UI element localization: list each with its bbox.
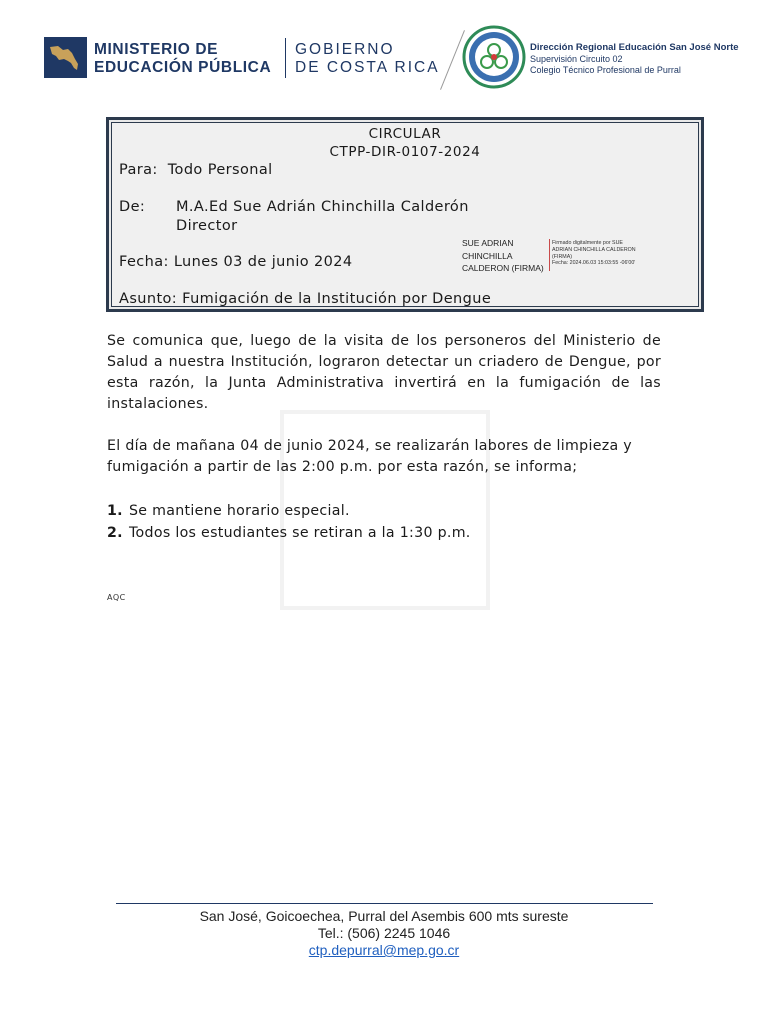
signature-divider <box>549 239 550 271</box>
region-circuit: Supervisión Circuito 02 <box>530 53 623 64</box>
list-text: Se mantiene horario especial. <box>129 503 350 519</box>
list-item <box>107 522 667 544</box>
list-number: 1. <box>107 503 123 519</box>
region-title: Dirección Regional Educación San José Norte <box>530 42 739 53</box>
para-label: Para: <box>119 162 158 178</box>
circular-title: CIRCULAR <box>368 126 442 142</box>
ministry-line2: EDUCACIÓN PÚBLICA <box>94 59 272 76</box>
footer-email-link[interactable]: ctp.depurral@mep.go.cr <box>308 942 460 958</box>
footer-email-row <box>0 942 768 959</box>
signature-detail-line1: Firmado digitalmente por SUE <box>552 240 623 246</box>
body-paragraph-1: Se comunica que, luego de la visita de los personeros del Ministerio de Salud a nuestra Institución, lograron detectar un criadero de Dengue, por esta razón, la Junta Administrativa invertirá en la fumigación de las instalaciones. <box>107 333 661 412</box>
signature-detail-line3: (FIRMA) <box>552 253 573 260</box>
ministry-name <box>94 41 271 77</box>
notice-list <box>107 500 667 544</box>
footer-phone: Tel.: (506) 2245 1046 <box>317 925 451 941</box>
list-item <box>107 500 667 522</box>
list-text: Todos los estudiantes se retiran a la 1:30 p.m. <box>129 525 471 541</box>
signature-name-line1: SUE ADRIAN <box>462 238 514 248</box>
asunto-line <box>119 291 491 307</box>
digital-signature-name <box>462 237 544 275</box>
regional-info <box>530 42 739 77</box>
body-paragraph-2: El día de mañana 04 de junio 2024, se realizarán labores de limpieza y fumigación a partir de las 2:00 p.m. por esta razón, se informa; <box>107 438 632 475</box>
de-value: M.A.Ed Sue Adrián Chinchilla Calderón <box>176 199 469 215</box>
para-line <box>119 162 273 178</box>
government-name <box>295 41 440 77</box>
de-role: Director <box>176 218 238 234</box>
signature-detail-line4: Fecha: 2024.06.03 15:03:55 -06'00' <box>552 260 636 267</box>
government-line2: DE COSTA RICA <box>295 59 440 76</box>
circular-inner <box>111 122 699 307</box>
circular-code: CTPP-DIR-0107-2024 <box>329 144 481 160</box>
para-value: Todo Personal <box>167 162 273 178</box>
author-initials: AQC <box>107 593 126 602</box>
mep-logo <box>44 37 87 78</box>
region-school: Colegio Técnico Profesional de Purral <box>530 65 681 75</box>
government-line1: GOBIERNO <box>295 41 395 58</box>
signature-name-line2: CHINCHILLA <box>462 250 513 261</box>
signature-name-line3: CALDERON (FIRMA) <box>462 263 544 273</box>
fecha-line <box>119 254 353 270</box>
list-number: 2. <box>107 525 123 541</box>
document-header <box>0 0 768 100</box>
ministry-line1: MINISTERIO DE <box>94 41 219 58</box>
footer-divider <box>116 903 653 904</box>
school-seal-icon <box>462 25 526 89</box>
digital-signature-detail <box>552 240 636 267</box>
circular-box <box>106 117 704 312</box>
header-divider <box>285 38 286 78</box>
signature-detail-line2: ADRIAN CHINCHILLA CALDERON <box>552 246 636 253</box>
asunto-label: Asunto: <box>119 291 178 307</box>
fecha-label: Fecha: <box>119 254 169 270</box>
footer-address: San José, Goicoechea, Purral del Asembis 600 mts sureste <box>199 908 569 924</box>
fecha-value: Lunes 03 de junio 2024 <box>173 254 353 270</box>
asunto-value: Fumigación de la Institución por Dengue <box>182 291 492 307</box>
de-label: De: <box>119 199 146 215</box>
